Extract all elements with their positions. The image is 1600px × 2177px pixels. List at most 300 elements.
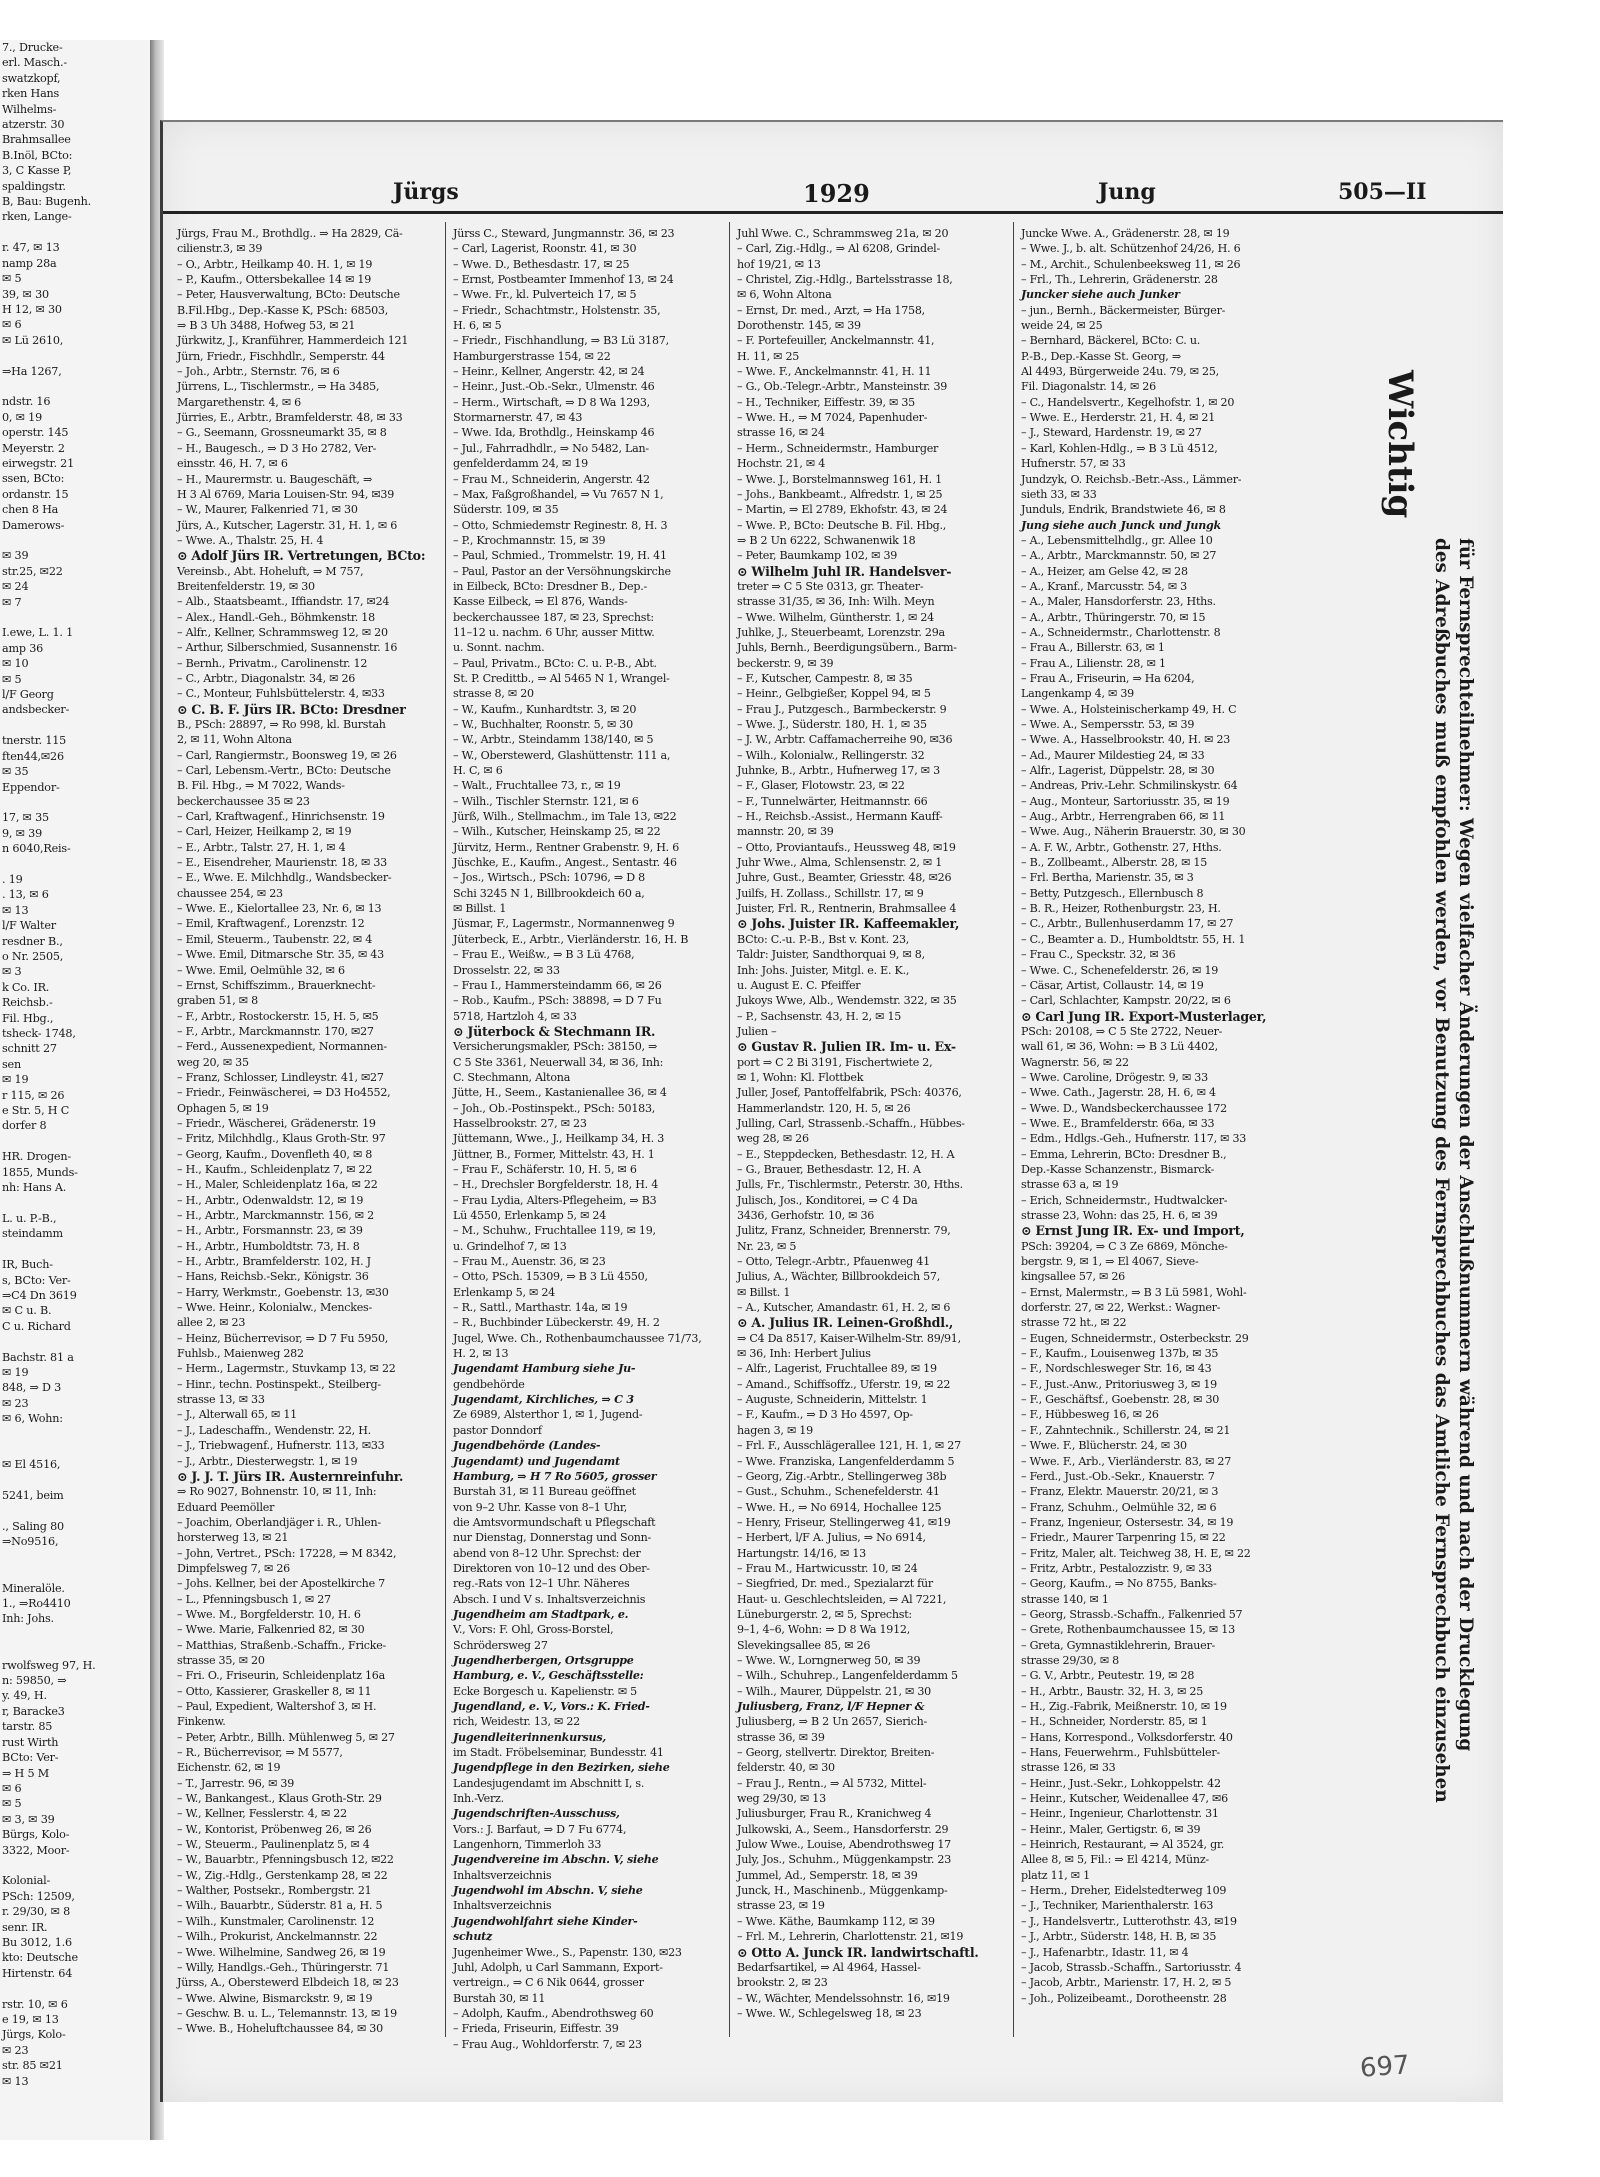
directory-entry: – Fritz, Arbtr., Pestalozzistr. 9, ✉ 33	[1021, 1561, 1212, 1575]
directory-entry: – Wwe. Emil, Oelmühle 32, ✉ 6	[177, 963, 345, 977]
directory-entry: – Frau J., Rentn., ⇒ Al 5732, Mittel-	[737, 1776, 927, 1790]
handwritten-page-number: 697	[1359, 2050, 1411, 2084]
directory-entry: Inhaltsverzeichnis	[453, 1899, 552, 1913]
directory-entry: – Wwe. Caroline, Drögestr. 9, ✉ 33	[1021, 1070, 1208, 1084]
directory-entry: – Alfr., Lagerist, Fruchtallee 89, ✉ 19	[737, 1362, 937, 1376]
directory-entry: – Wwe. Aug., Näherin Brauerstr. 30, ✉ 30	[1021, 825, 1246, 839]
directory-entry: strasse 16, ✉ 24	[737, 426, 825, 440]
left-page-line: ✉ 3, ✉ 39	[2, 1812, 55, 1826]
directory-entry: – Martin, ⇒ El 2789, Ekhofstr. 43, ✉ 24	[737, 503, 948, 517]
directory-entry: – Wwe. J., Borstelmannsweg 161, H. 1	[737, 472, 942, 486]
directory-entry: – J., Steward, Hardenstr. 19, ✉ 27	[1021, 426, 1202, 440]
directory-entry: – Ernst, Dr. med., Arzt, ⇒ Ha 1758,	[737, 303, 925, 317]
directory-entry: Lüneburgerstr. 2, ✉ 5, Sprechst:	[737, 1607, 912, 1621]
directory-entry: Jukoys Wwe, Alb., Wendemstr. 322, ✉ 35	[737, 994, 957, 1008]
left-page-line: r. 29/30, ✉ 8	[2, 1905, 71, 1919]
directory-entry: – J., Techniker, Marienthalerstr. 163	[1021, 1899, 1214, 1913]
directory-entry: – R., Sattl., Marthastr. 14a, ✉ 19	[453, 1301, 628, 1315]
directory-entry: – Franz, Schuhm., Oelmühle 32, ✉ 6	[1021, 1500, 1217, 1514]
directory-entry: – Frau C., Speckstr. 32, ✉ 36	[1021, 948, 1176, 962]
left-page-line: erl. Masch.-	[2, 56, 67, 70]
directory-entry: Jüttemann, Wwe., J., Heilkamp 34, H. 3	[453, 1132, 665, 1146]
left-page-line: tsheck- 1748,	[2, 1027, 76, 1040]
directory-entry: – Georg, stellvertr. Direktor, Breiten-	[737, 1746, 935, 1760]
directory-entry: – Frau J., Putzgesch., Barmbeckerstr. 9	[737, 702, 947, 716]
directory-entry: – F., Kutscher, Campestr. 8, ✉ 35	[737, 671, 913, 685]
directory-entry: B., PSch: 28897, ⇒ Ro 998, kl. Burstah	[177, 718, 386, 731]
directory-entry: P.-B., Dep.-Kasse St. Georg, ⇒	[1021, 349, 1181, 363]
directory-entry: Juhre, Gust., Beamter, Griesstr. 48, ✉26	[737, 871, 952, 885]
directory-entry: – Wwe. Heinr., Kolonialw., Menckes-	[177, 1301, 372, 1315]
directory-entry: – Fritz, Milchhdlg., Klaus Groth-Str. 97	[177, 1132, 386, 1146]
left-page-line: tnerstr. 115	[2, 734, 67, 748]
left-page-line: dorfer 8	[2, 1119, 47, 1133]
directory-entry: – H., Maurermstr. u. Baugeschäft, ⇒	[177, 472, 373, 486]
directory-entry: ⊙ J. J. T. Jürs IR. Austernreinfuhr.	[177, 1468, 404, 1484]
directory-entry: – Friedr., Feinwäscherei, ⇒ D3 Ho4552,	[177, 1086, 391, 1100]
left-page-line	[0, 1981, 150, 1996]
directory-entry: Hamburg, ⇒ H 7 Ro 5605, grosser	[453, 1469, 657, 1483]
left-page-line: ✉ 23	[2, 1396, 29, 1410]
directory-entry: Hamburgerstrasse 154, ✉ 22	[453, 349, 611, 363]
directory-entry: horsterweg 13, ✉ 21	[177, 1531, 289, 1545]
directory-entry: – Matthias, Straßenb.-Schaffn., Fricke-	[177, 1638, 387, 1652]
directory-entry: 9–1, 4–6, Wohn: ⇒ D 8 Wa 1912,	[737, 1623, 910, 1637]
directory-entry: B.Fil.Hbg., Dep.-Kasse K, PSch: 68503,	[177, 303, 389, 317]
directory-entry: – A., Kutscher, Amandastr. 61, H. 2, ✉ 6	[737, 1301, 951, 1315]
directory-entry: Drosselstr. 22, ✉ 33	[453, 963, 560, 977]
left-page-line: Inh: Johs.	[2, 1612, 54, 1626]
directory-entry: Bedarfsartikel, ⇒ Al 4964, Hassel-	[737, 1960, 921, 1974]
directory-entry: weg 29/30, ✉ 13	[737, 1792, 826, 1806]
directory-entry: – Georg, Strassb.-Schaffn., Falkenried 57	[1021, 1607, 1243, 1621]
directory-entry: – F. Portefeuiller, Anckelmannstr. 41,	[737, 334, 935, 348]
directory-entry: – John, Vertret., PSch: 17228, ⇒ M 8342,	[177, 1546, 397, 1560]
left-page-line: PSch: 12509,	[2, 1889, 75, 1903]
directory-entry: ⊙ A. Julius IR. Leinen-Großhdl.,	[737, 1315, 953, 1331]
left-page-line: ✉ 24	[2, 580, 29, 594]
directory-entry: – Frau Lydia, Alters-Pflegeheim, ⇒ B3	[453, 1193, 657, 1207]
directory-entry: – Joh., Ob.-Postinspekt., PSch: 50183,	[453, 1101, 656, 1115]
left-page-line: senr. IR.	[2, 1920, 48, 1934]
directory-entry: – Herm., Lagermstr., Stuvkamp 13, ✉ 22	[177, 1362, 396, 1376]
left-page-line	[0, 1427, 150, 1442]
left-page-line: spaldingstr.	[2, 179, 66, 193]
directory-entry: – Joh., Arbtr., Sternstr. 76, ✉ 6	[177, 365, 340, 379]
directory-entry: – F., Zahntechnik., Schillerstr. 24, ✉ 21	[1021, 1423, 1231, 1437]
left-page-line: ✉ 13	[2, 903, 29, 917]
directory-entry: Julien –	[737, 1024, 777, 1038]
left-page-line	[0, 1858, 150, 1873]
directory-entry: – M., Archit., Schulenbeeksweg 11, ✉ 26	[1021, 257, 1241, 271]
directory-entry: PSch: 39204, ⇒ C 3 Ze 6869, Mönche-	[1021, 1239, 1228, 1253]
directory-entry: H. 2, ✉ 13	[453, 1347, 509, 1361]
directory-entry: Jugendamt Hamburg siehe Ju-	[453, 1362, 636, 1376]
directory-entry: Kasse Eilbeck, ⇒ El 876, Wands-	[453, 595, 628, 609]
directory-entry: – W., Bankangest., Klaus Groth-Str. 29	[177, 1792, 382, 1806]
directory-entry: – Aug., Monteur, Sartoriusstr. 35, ✉ 19	[1021, 794, 1230, 808]
directory-entry: abend von 8–12 Uhr. Sprechst: der	[453, 1546, 641, 1560]
left-page-line: 5241, beim	[2, 1489, 64, 1503]
left-page-line	[0, 857, 150, 872]
directory-entry: – Paul, Schmied., Trommelstr. 19, H. 41	[453, 549, 667, 563]
left-page-line: ✉ El 4516,	[2, 1458, 61, 1472]
directory-entry: – W., Bauarbtr., Pfenningsbusch 12, ✉22	[177, 1853, 394, 1867]
left-page-line: 17, ✉ 35	[2, 811, 49, 825]
directory-entry: – Wilh., Kunstmaler, Carolinenstr. 12	[177, 1914, 375, 1928]
directory-entry: ⊙ Otto A. Junck IR. landwirtschaftl.	[737, 1944, 979, 1960]
directory-entry: Absch. I und V s. Inhaltsverzeichnis	[453, 1592, 646, 1606]
left-page-line: Damerows-	[2, 518, 65, 532]
left-page-line: I.ewe, L. 1. 1	[2, 626, 73, 640]
left-page-line: Fil. Hbg.,	[2, 1011, 54, 1025]
directory-entry: strasse 35, ✉ 20	[177, 1653, 265, 1667]
directory-entry: – Frau F., Schäferstr. 10, H. 5, ✉ 6	[453, 1162, 637, 1176]
directory-entry: 3436, Gerhofstr. 10, ✉ 36	[737, 1209, 875, 1222]
left-page-line: Wilhelms-	[2, 102, 57, 116]
directory-entry: Lü 4550, Erlenkamp 5, ✉ 24	[453, 1209, 607, 1222]
directory-entry: – Wwe. Käthe, Baumkamp 112, ✉ 39	[737, 1914, 935, 1928]
directory-entry: – Heinr., Maler, Gertigstr. 6, ✉ 39	[1021, 1822, 1201, 1836]
directory-entry: – A., Heizer, am Gelse 42, ✉ 28	[1021, 564, 1188, 578]
left-page-line: . 19	[2, 872, 23, 886]
directory-entry: Jummel, Ad., Semperstr. 18, ✉ 39	[737, 1868, 918, 1882]
directory-entry: – Jacob, Arbtr., Marienstr. 17, H. 2, ✉ 5	[1021, 1976, 1232, 1990]
directory-entry: Jüttner, B., Former, Mittelstr. 43, H. 1	[453, 1147, 655, 1161]
directory-entry: – Georg, Kaufm., Dovenfleth 40, ✉ 8	[177, 1147, 373, 1161]
directory-entry: Jürkwitz, J., Kranführer, Hammerdeich 121	[177, 334, 409, 348]
left-page-line: BCto: Ver-	[2, 1751, 59, 1765]
directory-entry: Jürvitz, Herm., Rentner Grabenstr. 9, H. 6	[453, 840, 680, 854]
directory-entry: weg 20, ✉ 35	[177, 1055, 249, 1069]
directory-entry: Burstah 30, ✉ 11	[453, 1991, 546, 2005]
left-page-line: 0, ✉ 19	[2, 410, 42, 424]
directory-entry: Jütte, H., Seem., Kastanienallee 36, ✉ 4	[453, 1086, 667, 1100]
left-page-line	[0, 1442, 150, 1457]
directory-entry: bergstr. 9, ✉ 1, ⇒ El 4067, Sieve-	[1021, 1255, 1199, 1269]
directory-entry: – L., Pfenningsbusch 1, ✉ 27	[177, 1592, 331, 1606]
left-page-line: Brahmsallee	[2, 133, 71, 147]
directory-entry: – F., Just.-Anw., Pritoriusweg 3, ✉ 19	[1021, 1377, 1217, 1391]
directory-entry: – H., Reichsb.-Assist., Hermann Kauff-	[737, 810, 943, 824]
directory-entry: – Wwe. Emil, Ditmarsche Str. 35, ✉ 43	[177, 948, 384, 962]
directory-entry: – Frieda, Friseurin, Eiffestr. 39	[453, 2022, 619, 2036]
directory-entry: – Wwe. Wilhelmine, Sandweg 26, ✉ 19	[177, 1945, 386, 1959]
directory-entry: – F., Glaser, Flotowstr. 23, ✉ 22	[737, 779, 905, 793]
left-page-line: rstr. 10, ✉ 6	[2, 1997, 68, 2011]
directory-entry: ✉ 36, Inh: Herbert Julius	[737, 1347, 871, 1361]
directory-entry: – Hans, Korrespond., Volksdorferstr. 40	[1021, 1730, 1233, 1744]
directory-entry: – A., Maler, Hansdorferstr. 23, Hths.	[1021, 595, 1216, 609]
side-notice-line-1: für Fernsprechteilnehmer: Wegen vielfacher Änderungen der Anschlußnummern während und nach der Drucklegung	[1455, 538, 1476, 1752]
directory-entry: nur Dienstag, Donnerstag und Sonn-	[453, 1531, 652, 1545]
directory-entry: rich, Weidestr. 13, ✉ 22	[453, 1715, 580, 1729]
directory-entry: – Wwe. F., Arb., Vierländerstr. 83, ✉ 27	[1021, 1454, 1232, 1468]
left-page-line: ✉ 3	[2, 965, 22, 979]
directory-entry: – C., Beamter a. D., Humboldtstr. 55, H. 1	[1021, 932, 1246, 946]
directory-entry: St. P. Credittb., ⇒ Al 5465 N 1, Wrangel-	[453, 671, 670, 685]
directory-entry: Jürß, Wilh., Stellmachm., im Tale 13, ✉22	[453, 810, 677, 824]
directory-entry: – W., Maurer, Falkenried 71, ✉ 30	[177, 503, 358, 517]
directory-entry: – Ernst, Postbeamter Immenhof 13, ✉ 24	[453, 273, 674, 287]
directory-entry: Juncke Wwe. A., Grädenerstr. 28, ✉ 19	[1021, 227, 1230, 240]
directory-entry: – Arthur, Silberschmied, Susannenstr. 16	[177, 641, 398, 655]
directory-entry: – Wwe. Alwine, Bismarckstr. 9, ✉ 19	[177, 1991, 373, 2005]
directory-entry: – Franz, Ingenieur, Ostersestr. 34, ✉ 19	[1021, 1515, 1234, 1529]
directory-entry: – Ad., Maurer Mildestieg 24, ✉ 33	[1021, 748, 1205, 762]
directory-entry: – J., Alterwall 65, ✉ 11	[177, 1408, 297, 1422]
directory-entry: sieth 33, ✉ 33	[1021, 487, 1097, 501]
directory-entry: – Joh., Polizeibeamt., Dorotheenstr. 28	[1021, 1991, 1227, 2005]
side-notice-title: Wichtig	[1380, 370, 1420, 519]
directory-entry: B. Fil. Hbg., ⇒ M 7022, Wands-	[177, 779, 345, 793]
left-page-line: str.25, ✉22	[2, 564, 63, 578]
directory-entry: – Eugen, Schneidermstr., Osterbeckstr. 29	[1021, 1331, 1249, 1345]
directory-entry: – H., Arbtr., Marckmannstr. 156, ✉ 2	[177, 1209, 374, 1222]
directory-entry: ⊙ Wilhelm Juhl IR. Handelsver-	[737, 563, 952, 579]
left-page-line	[0, 1504, 150, 1519]
directory-entry: – Max, Faßgroßhandel, ⇒ Vu 7657 N 1,	[453, 487, 664, 501]
directory-entry: – Rob., Kaufm., PSch: 38898, ⇒ D 7 Fu	[453, 994, 662, 1008]
directory-entry: Juhl Wwe. C., Schrammsweg 21a, ✉ 20	[737, 227, 949, 240]
left-page-line: amp 36	[2, 641, 44, 655]
directory-entry: die Amtsvormundschaft u Pflegschaft	[453, 1515, 656, 1529]
directory-entry: – Emil, Kraftwagenf., Lorenzstr. 12	[177, 917, 365, 931]
directory-entry: – A., Schneidermstr., Charlottenstr. 8	[1021, 625, 1221, 639]
directory-entry: Wagnerstr. 56, ✉ 22	[1021, 1055, 1129, 1069]
header-page-number: 505—II	[1338, 179, 1427, 205]
directory-entry: – F., Arbtr., Rostockerstr. 15, H. 5, ✉5	[177, 1009, 379, 1023]
directory-entry: – Wwe. F., Anckelmannstr. 41, H. 11	[737, 365, 932, 379]
directory-entry: Jugendwohlfahrt siehe Kinder-	[453, 1914, 638, 1928]
directory-entry: felderstr. 40, ✉ 30	[737, 1761, 835, 1775]
directory-entry: – Heinr., Just.-Sekr., Lohkoppelstr. 42	[1021, 1776, 1221, 1790]
directory-entry: Julling, Carl, Strassenb.-Schaffn., Hübbes-	[737, 1116, 965, 1130]
directory-entry: – G. V., Arbtr., Peutestr. 19, ✉ 28	[1021, 1669, 1195, 1683]
directory-entry: pastor Donndorf	[453, 1423, 542, 1437]
directory-entry: Eichenstr. 62, ✉ 19	[177, 1761, 281, 1775]
directory-entry: – Wilh., Kutscher, Heinskamp 25, ✉ 22	[453, 825, 661, 839]
directory-entry: Juister, Frl. R., Rentnerin, Brahmsallee 4	[737, 902, 957, 916]
directory-entry: Fuhlsb., Maienweg 282	[177, 1347, 304, 1361]
left-page-line: ✉ 19	[2, 1365, 29, 1379]
directory-entry: ⊙ Carl Jung IR. Export-Musterlager,	[1021, 1008, 1267, 1024]
directory-entry: – P., Sachsenstr. 43, H. 2, ✉ 15	[737, 1009, 902, 1023]
directory-entry: BCto: C.-u. P.-B., Bst v. Kont. 23,	[737, 932, 910, 946]
directory-entry: – H., Kaufm., Schleidenplatz 7, ✉ 22	[177, 1162, 373, 1176]
directory-entry: – H., Drechsler Borgfelderstr. 18, H. 4	[453, 1178, 659, 1192]
directory-entry: – W., Kaufm., Kunhardtstr. 3, ✉ 20	[453, 702, 637, 716]
directory-entry: Ophagen 5, ✉ 19	[177, 1101, 269, 1115]
directory-entry: – Geschw. B. u. L., Telemannstr. 13, ✉ 19	[177, 2006, 397, 2020]
directory-entry: Haut- u. Geschlechtsleiden, ⇒ Al 7221,	[737, 1592, 947, 1606]
directory-entry: ⇒ C4 Da 8517, Kaiser-Wilhelm-Str. 89/91,	[737, 1331, 961, 1345]
directory-entry: – W., Kontorist, Pröbenweg 26, ✉ 26	[177, 1822, 372, 1836]
left-page-line: ., Saling 80	[2, 1520, 64, 1533]
directory-entry: – J., Ladeschaffn., Wendenstr. 22, H.	[177, 1423, 371, 1437]
directory-entry: Taldr: Juister, Sandthorquai 9, ✉ 8,	[737, 948, 925, 962]
directory-entry: – H., Baugesch., ⇒ D 3 Ho 2782, Ver-	[177, 441, 377, 455]
directory-entry: Jung siehe auch Junck und Jungk	[1021, 518, 1221, 532]
directory-entry: brookstr. 2, ✉ 23	[737, 1976, 828, 1990]
directory-entry: – Wwe. D., Wandsbeckerchaussee 172	[1021, 1101, 1227, 1115]
directory-entry: – Carl, Heizer, Heilkamp 2, ✉ 19	[177, 825, 352, 839]
directory-entry: Stormarnerstr. 47, ✉ 43	[453, 411, 583, 425]
directory-entry: Jugel, Wwe. Ch., Rothenbaumchaussee 71/73,	[453, 1331, 702, 1345]
directory-entry: – Willy, Handlgs.-Geh., Thüringerstr. 71	[177, 1960, 390, 1974]
directory-entry: – Peter, Arbtr., Billh. Mühlenweg 5, ✉ 27	[177, 1730, 395, 1744]
column-1	[177, 226, 437, 2036]
directory-entry: strasse 29/30, ✉ 8	[1021, 1653, 1119, 1667]
left-page-line: ✉ 13	[2, 2074, 29, 2088]
directory-entry: – W., Zig.-Hdlg., Gerstenkamp 28, ✉ 22	[177, 1868, 388, 1882]
directory-entry: ✉ Billst. 1	[453, 902, 507, 916]
directory-entry: – Edm., Hdlgs.-Geh., Hufnerstr. 117, ✉ 33	[1021, 1132, 1247, 1146]
left-page-line: l/F Georg	[2, 688, 54, 702]
left-page-line	[0, 1550, 150, 1565]
directory-entry: Jugendleiterinnenkursus,	[453, 1730, 606, 1744]
directory-entry: einsstr. 46, H. 7, ✉ 6	[177, 457, 288, 471]
left-page-line: r, Baracke3	[2, 1704, 65, 1718]
left-page-line: B.Inöl, BCto:	[2, 148, 73, 162]
directory-entry: – Hans, Reichsb.-Sekr., Königstr. 36	[177, 1270, 369, 1284]
directory-entry: – Wwe. B., Hoheluftchaussee 84, ✉ 30	[177, 2022, 383, 2036]
directory-entry: – Alfr., Lagerist, Düppelstr. 28, ✉ 30	[1021, 764, 1215, 778]
directory-entry: chaussee 254, ✉ 23	[177, 886, 283, 900]
directory-entry: – A., Lebensmittelhdlg., gr. Allee 10	[1021, 533, 1213, 547]
directory-entry: – Wwe. W., Schlegelsweg 18, ✉ 23	[737, 2006, 922, 2020]
directory-entry: mannstr. 20, ✉ 39	[737, 825, 834, 839]
directory-entry: – Emma, Lehrerin, BCto: Dresdner B.,	[1021, 1147, 1227, 1161]
directory-entry: – Adolph, Kaufm., Abendrothsweg 60	[453, 2006, 654, 2020]
column-4	[1021, 226, 1283, 2036]
directory-entry: – H., Arbtr., Forsmannstr. 23, ✉ 39	[177, 1224, 363, 1238]
directory-entry: ⊙ C. B. F. Jürs IR. BCto: Dresdner	[177, 701, 406, 717]
left-page-line: Hirtenstr. 64	[2, 1966, 73, 1980]
directory-entry: 11–12 u. nachm. 6 Uhr, ausser Mittw.	[453, 625, 655, 639]
directory-entry: kingsallee 57, ✉ 26	[1021, 1270, 1125, 1284]
directory-entry: Hufnerstr. 57, ✉ 33	[1021, 457, 1126, 471]
directory-entry: – Ferd., Just.-Ob.-Sekr., Knauerstr. 7	[1021, 1469, 1215, 1483]
left-page-line: rwolfsweg 97, H.	[2, 1658, 96, 1672]
directory-entry: Jürries, E., Arbtr., Bramfelderstr. 48, ✉ 33	[177, 411, 403, 425]
directory-entry: – Harry, Werkmstr., Goebenstr. 13, ✉30	[177, 1285, 389, 1299]
left-page-line: 1., ⇒Ro4410	[2, 1597, 71, 1611]
directory-entry: genfelderdamm 24, ✉ 19	[453, 457, 588, 471]
left-page-line: andsbecker-	[2, 703, 70, 717]
directory-entry: – Hans, Feuerwehrm., Fuhlsbütteler-	[1021, 1746, 1220, 1760]
left-page-line: namp 28a	[2, 256, 57, 270]
directory-entry: – Frau Aug., Wohldorferstr. 7, ✉ 23	[453, 2037, 642, 2051]
left-page-line: Mineralöle.	[2, 1581, 65, 1595]
directory-entry: – Erich, Schneidermstr., Hudtwalcker-	[1021, 1193, 1228, 1207]
directory-entry: – Friedr., Maurer Tarpenring 15, ✉ 22	[1021, 1531, 1226, 1545]
left-page-line: sen	[2, 1057, 21, 1071]
directory-entry: Hasselbrookstr. 27, ✉ 23	[453, 1116, 587, 1130]
directory-entry: – Herm., Wirtschaft, ⇒ D 8 Wa 1293,	[453, 395, 650, 409]
directory-entry: – E., Steppdecken, Bethesdastr. 12, H. A	[737, 1147, 955, 1161]
directory-entry: Juncker siehe auch Junker	[1021, 288, 1180, 302]
left-page-line: Reichsb.-	[2, 996, 53, 1010]
directory-entry: C 5 Ste 3361, Neuerwall 34, ✉ 36, Inh:	[453, 1055, 664, 1069]
directory-entry: Jugendamt, Kirchliches, ⇒ C 3	[453, 1393, 634, 1407]
directory-entry: Eduard Peemöller	[177, 1500, 275, 1514]
left-page-line: ✉ 10	[2, 657, 29, 671]
directory-entry: – T., Jarrestr. 96, ✉ 39	[177, 1776, 295, 1790]
left-page-line	[0, 348, 150, 363]
directory-entry: – Johs. Kellner, bei der Apostelkirche 7	[177, 1577, 385, 1591]
directory-entry: – Heinr., Just.-Ob.-Sekr., Ulmenstr. 46	[453, 380, 655, 394]
directory-entry: – Otto, Kassierer, Graskeller 8, ✉ 11	[177, 1684, 372, 1698]
directory-entry: Jugendschriften-Ausschuss,	[453, 1807, 620, 1821]
directory-entry: – Carl, Lebensm.-Vertr., BCto: Deutsche	[177, 764, 391, 778]
left-page-line	[0, 379, 150, 394]
directory-entry: – Auguste, Schneiderin, Mittelstr. 1	[737, 1393, 928, 1407]
directory-entry: Schi 3245 N 1, Billbrookdeich 60 a,	[453, 886, 645, 900]
directory-entry: u. Sonnt. nachm.	[453, 641, 545, 655]
directory-entry: Jugendbehörde (Landes-	[453, 1439, 601, 1453]
directory-entry: Inh: Johs. Juister, Mitgl. e. E. K.,	[737, 963, 910, 977]
left-page-line: Bürgs, Kolo-	[2, 1828, 70, 1842]
left-page-line: 39, ✉ 30	[2, 287, 49, 301]
page-header	[163, 177, 1503, 214]
column-3	[737, 226, 1005, 2036]
directory-entry: – H., Zig.-Fabrik, Meißnerstr. 10, ✉ 19	[1021, 1700, 1227, 1713]
directory-entry: Juliusburger, Frau R., Kranichweg 4	[737, 1807, 932, 1821]
directory-entry: vertreign., ⇒ C 6 Nik 0644, grosser	[453, 1976, 644, 1990]
left-page-line: Bachstr. 81 a	[2, 1350, 74, 1364]
directory-entry: – G., Ob.-Telegr.-Arbtr., Mansteinstr. 39	[737, 380, 948, 394]
directory-entry: – Fri. O., Friseurin, Schleidenplatz 16a	[177, 1669, 385, 1683]
left-page-line: ✉ 5	[2, 1797, 22, 1811]
directory-entry: Vereinsb., Abt. Hoheluft, ⇒ M 757,	[177, 564, 364, 578]
directory-entry: Jugendpflege in den Bezirken, siehe	[453, 1761, 670, 1775]
directory-entry: – Friedr., Wäscherei, Grädenerstr. 19	[177, 1116, 376, 1130]
directory-entry: – Wwe. E., Kielortallee 23, Nr. 6, ✉ 13	[177, 902, 382, 916]
directory-entry: – Wilh., Maurer, Düppelstr. 21, ✉ 30	[737, 1684, 931, 1698]
left-page-line: ✉ 6	[2, 318, 22, 332]
directory-entry: Juliusberg, Franz, l/F Hepner &	[737, 1700, 925, 1713]
directory-entry: treter ⇒ C 5 Ste 0313, gr. Theater-	[737, 579, 924, 593]
directory-entry: – Frau A., Friseurin, ⇒ Ha 6204,	[1021, 671, 1195, 685]
directory-entry: – M., Schuhw., Fruchtallee 119, ✉ 19,	[453, 1224, 656, 1238]
left-page-line: kto: Deutsche	[2, 1951, 78, 1965]
directory-entry: im Stadt. Fröbelseminar, Bundesstr. 41	[453, 1746, 664, 1760]
left-page-line	[0, 1642, 150, 1657]
directory-entry: – Otto, PSch. 15309, ⇒ B 3 Lü 4550,	[453, 1270, 648, 1284]
directory-entry: ⇒ B 2 Un 6222, Schwanenwik 18	[737, 533, 916, 547]
directory-entry: Langenkamp 4, ✉ 39	[1021, 687, 1134, 701]
directory-entry: – A., Arbtr., Marckmannstr. 50, ✉ 27	[1021, 549, 1217, 563]
header-first-entry: Jürgs	[393, 179, 459, 205]
directory-entry: – Heinr., Kutscher, Weidenallee 47, ✉6	[1021, 1792, 1228, 1806]
directory-entry: ⊙ Johs. Juister IR. Kaffeemakler,	[737, 916, 960, 932]
directory-entry: ⊙ Jüterbock & Stechmann IR.	[453, 1023, 656, 1039]
directory-entry: – Franz, Elektr. Mauerstr. 20/21, ✉ 3	[1021, 1485, 1219, 1499]
left-page-line: operstr. 145	[2, 426, 69, 440]
directory-entry: – Frau I., Hammersteindamm 66, ✉ 26	[453, 978, 662, 992]
left-page-line: atzerstr. 30	[2, 118, 65, 132]
directory-entry: – Grete, Rothenbaumchaussee 15, ✉ 13	[1021, 1623, 1235, 1637]
left-page-line: eirwegstr. 21	[2, 456, 75, 470]
directory-entry: – Carl, Lagerist, Roonstr. 41, ✉ 30	[453, 242, 637, 256]
left-page-fragment	[0, 40, 152, 2140]
directory-entry: Junduls, Endrik, Brandstwiete 46, ✉ 8	[1021, 503, 1226, 517]
directory-entry: Langenhorn, Timmerloh 33	[453, 1838, 602, 1852]
directory-entry: – Ernst, Schiffszimm., Brauerknecht-	[177, 978, 376, 992]
left-page-line: ✉ 35	[2, 765, 29, 779]
directory-entry: Vors.: J. Barfaut, ⇒ D 7 Fu 6774,	[453, 1822, 627, 1836]
